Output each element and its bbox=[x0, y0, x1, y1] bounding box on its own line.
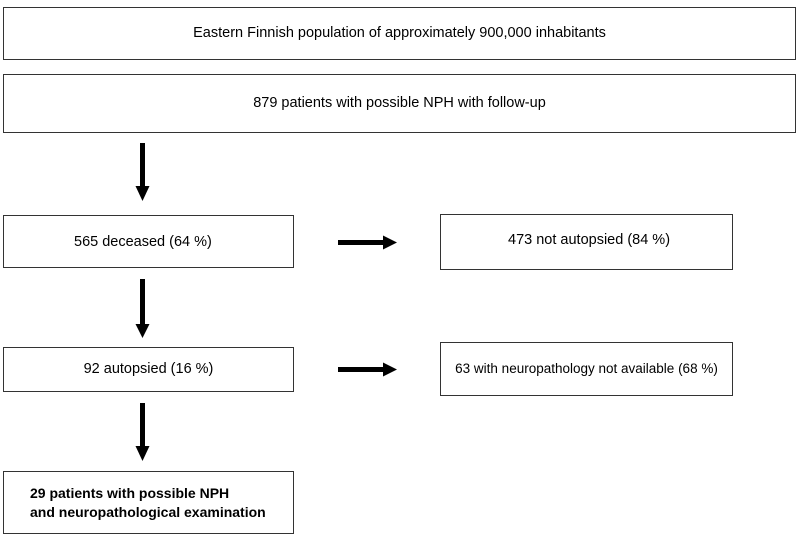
final-cohort-text-line2: and neuropathological examination bbox=[30, 504, 266, 520]
deceased-text: 565 deceased (64 %) bbox=[74, 234, 212, 250]
autopsied-text: 92 autopsied (16 %) bbox=[83, 360, 214, 377]
possible-nph-text: 879 patients with possible NPH with follow-up bbox=[253, 94, 546, 111]
neuropathology-not-available-text: 63 with neuropathology not available (68 %) bbox=[455, 360, 718, 376]
right-arrow-2-icon bbox=[338, 363, 397, 377]
down-arrow-3-icon bbox=[136, 403, 150, 461]
right-arrow-1-icon bbox=[338, 236, 397, 250]
down-arrow-1-icon bbox=[136, 143, 150, 201]
final-cohort-text-line1: 29 patients with possible NPH bbox=[30, 485, 230, 501]
population-text: Eastern Finnish population of approximately 900,000 inhabitants bbox=[193, 24, 606, 41]
not-autopsied-text: 473 not autopsied (84 %) bbox=[508, 232, 671, 248]
down-arrow-2-icon bbox=[136, 279, 150, 338]
